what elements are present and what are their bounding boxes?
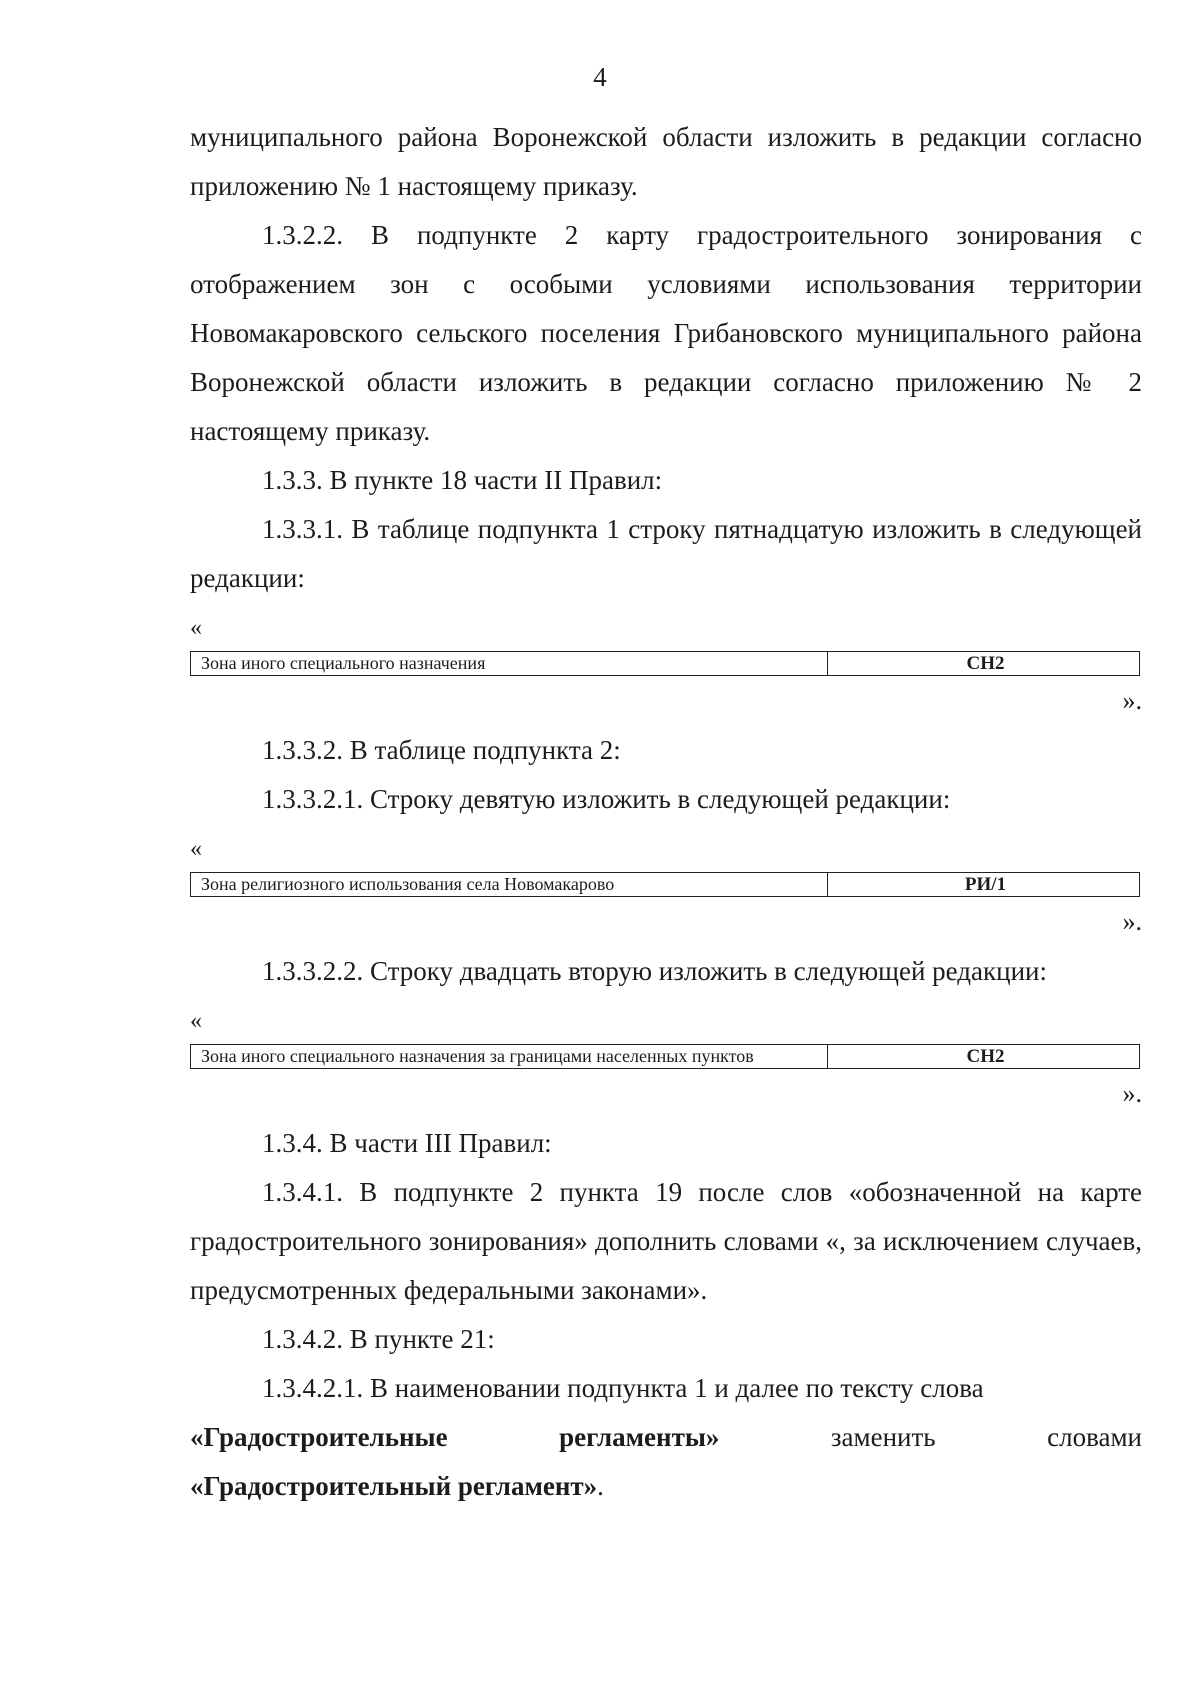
zone-code-cell: СН2 (828, 652, 1140, 676)
quote-close-2: ». (1122, 907, 1142, 936)
amendment-table-3 (190, 1044, 1140, 1069)
quote-open-3: « (190, 1008, 202, 1034)
table-row (191, 873, 1140, 897)
zone-name-cell: Зона религиозного использования села Новомакарово (191, 873, 828, 897)
paragraph-1-3-4-2-1: 1.3.4.2.1. В наименовании подпункта 1 и далее по тексту слова (262, 1373, 984, 1403)
zone-name-cell: Зона иного специального назначения (191, 652, 828, 676)
paragraph-1-3-3-2-1: 1.3.3.2.1. Строку девятую изложить в следующей редакции: (262, 784, 951, 814)
bold-phrase-2: регламенты» (559, 1422, 720, 1452)
paragraph-1-3-4-1: 1.3.4.1. В подпункте 2 пункта 19 после слов «обозначенной на карте градостроительного зонирования» дополнить словами «, за исключением случаев, предусмотренных федеральными законами». (190, 1177, 1142, 1305)
quote-open-1: « (190, 615, 202, 641)
paragraph-1-3-3: 1.3.3. В пункте 18 части II Правил: (262, 465, 663, 495)
paragraph-1-3-3-1: 1.3.3.1. В таблице подпункта 1 строку пятнадцатую изложить в следующей редакции: (190, 514, 1142, 593)
zone-code-cell: РИ/1 (828, 873, 1140, 897)
word-words: словами (1047, 1422, 1142, 1452)
paragraph-1-3-4-2: 1.3.4.2. В пункте 21: (262, 1324, 495, 1354)
paragraph-1-3-4-2-1-line3 (190, 1462, 1142, 1511)
paragraph-1: муниципального района Воронежской области изложить в редакции согласно приложению № 1 настоящему приказу. (190, 122, 1142, 201)
word-replace: заменить (830, 1422, 936, 1452)
paragraph-1-3-2-2: 1.3.2.2. В подпункте 2 карту градостроительного зонирования с отображением зон с особыми условиями использования территории Новомакаровского сельского поселения Грибановского муниципального района Воронежской области изложить в редакции согласно приложению № 2 настоящему приказу. (190, 220, 1142, 446)
table-row (191, 652, 1140, 676)
amendment-table-2 (190, 872, 1140, 897)
bold-phrase-3: «Градостроительный регламент» (190, 1471, 598, 1501)
paragraph-1-3-4-2-1-line2 (190, 1413, 1142, 1462)
bold-phrase-1: «Градостроительные (190, 1422, 448, 1452)
paragraph-1-3-3-2: 1.3.3.2. В таблице подпункта 2: (262, 735, 621, 765)
zone-name-cell: Зона иного специального назначения за границами населенных пунктов (191, 1045, 828, 1069)
quote-close-1: ». (1122, 686, 1142, 715)
zone-code-cell: СН2 (828, 1045, 1140, 1069)
sentence-end: . (597, 1471, 604, 1501)
document-body (190, 113, 1142, 1511)
paragraph-1-3-3-2-2: 1.3.3.2.2. Строку двадцать вторую изложить в следующей редакции: (262, 956, 1047, 986)
quote-open-2: « (190, 836, 202, 862)
paragraph-1-3-4: 1.3.4. В части III Правил: (262, 1128, 552, 1158)
table-row (191, 1045, 1140, 1069)
amendment-table-1 (190, 651, 1140, 676)
page-number: 4 (593, 62, 607, 92)
quote-close-3: ». (1122, 1079, 1142, 1108)
